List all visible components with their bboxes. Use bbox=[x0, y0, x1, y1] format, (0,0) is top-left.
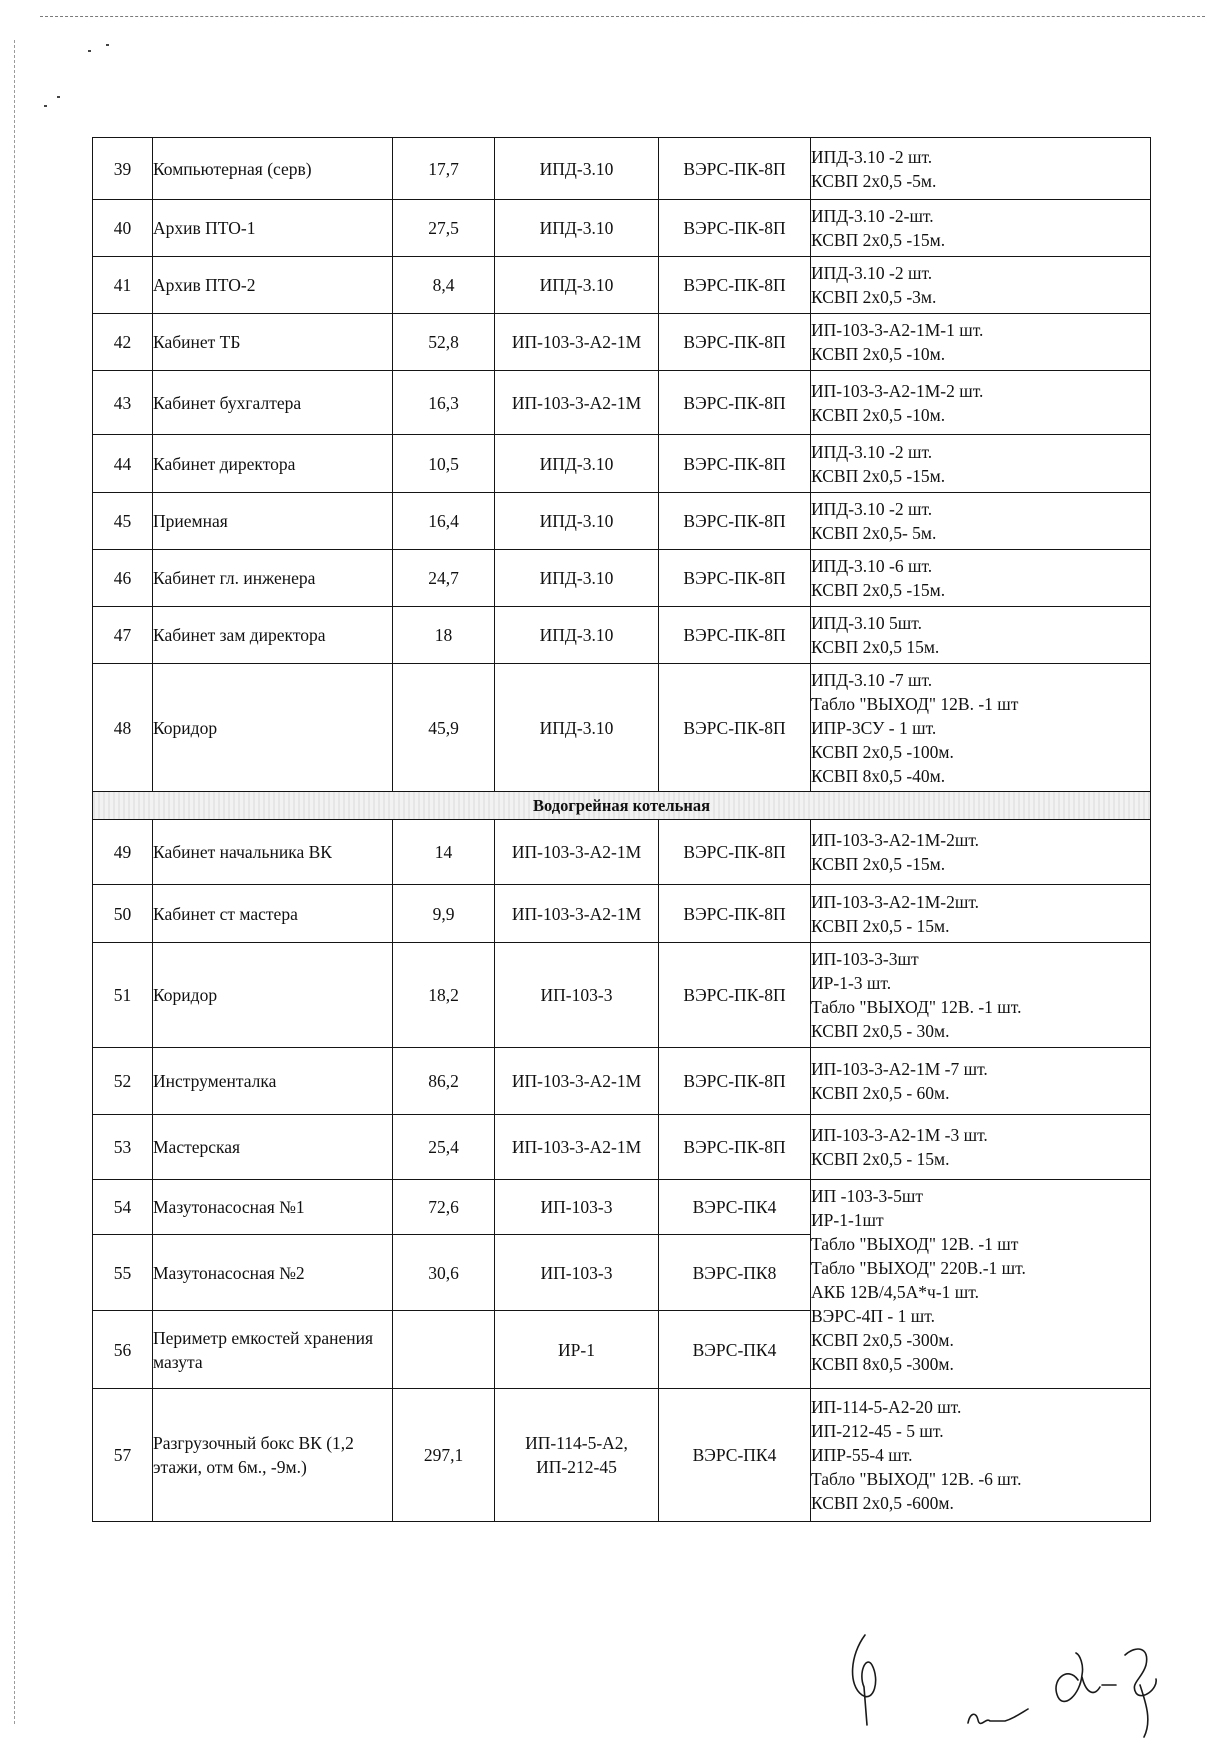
note-line: КСВП 2х0,5 -10м. bbox=[811, 344, 946, 364]
table-row bbox=[93, 943, 1151, 1048]
note-cell bbox=[811, 1048, 1151, 1115]
note-cell bbox=[811, 550, 1151, 607]
note-line: АКБ 12В/4,5А*ч-1 шт. bbox=[811, 1282, 979, 1302]
table-row bbox=[93, 1115, 1151, 1180]
table-row bbox=[93, 435, 1151, 493]
scan-speck bbox=[44, 105, 47, 107]
detector-type: ИП-103-3-А2-1М bbox=[495, 885, 659, 943]
note-line: КСВП 2х0,5 -15м. bbox=[811, 230, 946, 250]
note-line: ИП-212-45 - 5 шт. bbox=[811, 1421, 944, 1441]
control-device: ВЭРС-ПК-8П bbox=[659, 371, 811, 435]
scan-left-edge bbox=[14, 40, 15, 1724]
table-row bbox=[93, 371, 1151, 435]
room-area: 86,2 bbox=[393, 1048, 495, 1115]
note-line: КСВП 2х0,5- 5м. bbox=[811, 523, 937, 543]
room-area: 72,6 bbox=[393, 1180, 495, 1235]
note-line: ИП-103-3-3шт bbox=[811, 949, 919, 969]
room-area: 52,8 bbox=[393, 314, 495, 371]
note-line: ИПД-3.10 -7 шт. bbox=[811, 669, 933, 690]
note-line: ИП -103-3-5шт bbox=[811, 1186, 924, 1206]
note-cell bbox=[811, 138, 1151, 200]
room-name: Кабинет бухгалтера bbox=[153, 371, 393, 435]
detector-type: ИП-103-3-А2-1М bbox=[495, 1115, 659, 1180]
control-device: ВЭРС-ПК-8П bbox=[659, 885, 811, 943]
note-line: ИП-114-5-А2-20 шт. bbox=[811, 1397, 962, 1417]
detector-type: ИП-114-5-А2, ИП-212-45 bbox=[495, 1389, 659, 1522]
detector-type: ИП-103-3-А2-1М bbox=[495, 1048, 659, 1115]
note-line: КСВП 2х0,5 -100м. bbox=[811, 741, 954, 762]
room-name: Кабинет гл. инженера bbox=[153, 550, 393, 607]
note-cell bbox=[811, 1180, 1151, 1389]
note-line: КСВП 2х0,5 -15м. bbox=[811, 580, 946, 600]
note-cell bbox=[811, 820, 1151, 885]
control-device: ВЭРС-ПК-8П bbox=[659, 820, 811, 885]
signature-2 bbox=[968, 1709, 1028, 1723]
note-line: КСВП 2х0,5 -600м. bbox=[811, 1493, 954, 1513]
control-device: ВЭРС-ПК-8П bbox=[659, 607, 811, 664]
note-line: ИП-103-3-А2-1М-2шт. bbox=[811, 891, 980, 912]
note-cell bbox=[811, 943, 1151, 1048]
room-name: Инструменталка bbox=[153, 1048, 393, 1115]
detector-type: ИПД-3.10 bbox=[495, 200, 659, 257]
room-name: Разгрузочный бокс ВК (1,2 этажи, отм 6м., -9м.) bbox=[153, 1389, 393, 1522]
control-device: ВЭРС-ПК8 bbox=[659, 1235, 811, 1311]
control-device: ВЭРС-ПК-8П bbox=[659, 1115, 811, 1180]
room-name: Приемная bbox=[153, 493, 393, 550]
note-line: КСВП 2х0,5 - 15м. bbox=[811, 915, 950, 936]
table-row bbox=[93, 257, 1151, 314]
detector-type: ИПД-3.10 bbox=[495, 435, 659, 493]
room-area: 30,6 bbox=[393, 1235, 495, 1311]
scan-top-edge bbox=[40, 16, 1205, 17]
room-area: 16,3 bbox=[393, 371, 495, 435]
room-name: Архив ПТО-1 bbox=[153, 200, 393, 257]
control-device: ВЭРС-ПК-8П bbox=[659, 314, 811, 371]
section-title: Водогрейная котельная bbox=[93, 792, 1151, 820]
table-row bbox=[93, 885, 1151, 943]
table-row bbox=[93, 550, 1151, 607]
detector-type: ИПД-3.10 bbox=[495, 664, 659, 792]
row-number: 46 bbox=[93, 550, 153, 607]
room-area: 18 bbox=[393, 607, 495, 664]
detector-type: ИП-103-3 bbox=[495, 943, 659, 1048]
room-area: 18,2 bbox=[393, 943, 495, 1048]
room-name: Периметр емкостей хранения мазута bbox=[153, 1311, 393, 1389]
room-name: Коридор bbox=[153, 664, 393, 792]
room-name: Мазутонасосная №1 bbox=[153, 1180, 393, 1235]
row-number: 53 bbox=[93, 1115, 153, 1180]
row-number: 39 bbox=[93, 138, 153, 200]
note-line: КСВП 2х0,5 -15м. bbox=[811, 854, 946, 874]
note-cell bbox=[811, 664, 1151, 792]
note-cell bbox=[811, 1389, 1151, 1522]
note-cell bbox=[811, 493, 1151, 550]
note-line: КСВП 2х0,5 - 60м. bbox=[811, 1083, 950, 1103]
row-number: 42 bbox=[93, 314, 153, 371]
note-cell bbox=[811, 607, 1151, 664]
table-row bbox=[93, 138, 1151, 200]
detector-type: ИП-103-3 bbox=[495, 1235, 659, 1311]
detector-type: ИП-103-3-А2-1М bbox=[495, 371, 659, 435]
row-number: 45 bbox=[93, 493, 153, 550]
note-line: КСВП 2х0,5 -10м. bbox=[811, 404, 946, 425]
note-line: ИПР-3СУ - 1 шт. bbox=[811, 717, 937, 738]
note-line: ИР-1-1шт bbox=[811, 1210, 884, 1230]
row-number: 52 bbox=[93, 1048, 153, 1115]
table-row bbox=[93, 1048, 1151, 1115]
note-line: КСВП 2х0,5 - 30м. bbox=[811, 1021, 950, 1041]
row-number: 47 bbox=[93, 607, 153, 664]
table-row bbox=[93, 200, 1151, 257]
scan-speck bbox=[57, 96, 60, 98]
room-name: Кабинет начальника ВК bbox=[153, 820, 393, 885]
note-line: Табло "ВЫХОД" 12В. -6 шт. bbox=[811, 1469, 1022, 1489]
room-area: 297,1 bbox=[393, 1389, 495, 1522]
room-area: 17,7 bbox=[393, 138, 495, 200]
control-device: ВЭРС-ПК-8П bbox=[659, 664, 811, 792]
table-row bbox=[93, 607, 1151, 664]
section-row bbox=[93, 792, 1151, 820]
table-row bbox=[93, 1389, 1151, 1522]
handwritten-signatures bbox=[840, 1625, 1200, 1740]
control-device: ВЭРС-ПК-8П bbox=[659, 1048, 811, 1115]
note-line: Табло "ВЫХОД" 12В. -1 шт bbox=[811, 693, 1019, 714]
room-area: 27,5 bbox=[393, 200, 495, 257]
row-number: 56 bbox=[93, 1311, 153, 1389]
detector-type: ИП-103-3-А2-1М bbox=[495, 820, 659, 885]
room-area: 25,4 bbox=[393, 1115, 495, 1180]
room-name: Кабинет зам директора bbox=[153, 607, 393, 664]
note-line: КСВП 8х0,5 -300м. bbox=[811, 1354, 954, 1374]
room-name: Мастерская bbox=[153, 1115, 393, 1180]
control-device: ВЭРС-ПК-8П bbox=[659, 200, 811, 257]
row-number: 48 bbox=[93, 664, 153, 792]
note-line: КСВП 2х0,5 15м. bbox=[811, 637, 940, 657]
room-area: 9,9 bbox=[393, 885, 495, 943]
note-line: ИП-103-3-А2-1М-2шт. bbox=[811, 830, 980, 850]
room-area: 8,4 bbox=[393, 257, 495, 314]
note-line: ИП-103-3-А2-1М -7 шт. bbox=[811, 1059, 988, 1079]
table-row bbox=[93, 664, 1151, 792]
note-cell bbox=[811, 314, 1151, 371]
note-line: КСВП 2х0,5 -5м. bbox=[811, 170, 937, 191]
scan-speck bbox=[88, 50, 91, 52]
room-area: 14 bbox=[393, 820, 495, 885]
note-line: КСВП 2х0,5 - 15м. bbox=[811, 1149, 950, 1169]
note-line: ИПР-55-4 шт. bbox=[811, 1445, 913, 1465]
note-line: ИПД-3.10 -6 шт. bbox=[811, 556, 933, 576]
row-number: 44 bbox=[93, 435, 153, 493]
room-name: Кабинет ТБ bbox=[153, 314, 393, 371]
note-line: ИП-103-3-А2-1М -3 шт. bbox=[811, 1125, 988, 1145]
note-cell bbox=[811, 371, 1151, 435]
detector-type: ИП-103-3-А2-1М bbox=[495, 314, 659, 371]
note-line: ИП-103-3-А2-1М-2 шт. bbox=[811, 380, 984, 401]
row-number: 49 bbox=[93, 820, 153, 885]
room-name: Мазутонасосная №2 bbox=[153, 1235, 393, 1311]
note-cell bbox=[811, 885, 1151, 943]
note-line: КСВП 2х0,5 -300м. bbox=[811, 1330, 954, 1350]
row-number: 57 bbox=[93, 1389, 153, 1522]
row-number: 41 bbox=[93, 257, 153, 314]
detector-type: ИПД-3.10 bbox=[495, 257, 659, 314]
detector-type: ИПД-3.10 bbox=[495, 493, 659, 550]
control-device: ВЭРС-ПК-8П bbox=[659, 257, 811, 314]
note-line: ИПД-3.10 -2-шт. bbox=[811, 206, 934, 226]
note-line: ИПД-3.10 5шт. bbox=[811, 613, 922, 633]
control-device: ВЭРС-ПК-8П bbox=[659, 943, 811, 1048]
note-line: ИПД-3.10 -2 шт. bbox=[811, 499, 933, 519]
note-line: Табло "ВЫХОД" 220В.-1 шт. bbox=[811, 1258, 1026, 1278]
control-device: ВЭРС-ПК-8П bbox=[659, 550, 811, 607]
note-line: Табло "ВЫХОД" 12В. -1 шт bbox=[811, 1234, 1019, 1254]
signature-1 bbox=[853, 1635, 876, 1725]
note-line: ИПД-3.10 -2 шт. bbox=[811, 146, 933, 167]
note-cell bbox=[811, 200, 1151, 257]
note-cell bbox=[811, 435, 1151, 493]
scan-speck bbox=[106, 44, 109, 46]
row-number: 50 bbox=[93, 885, 153, 943]
room-name: Коридор bbox=[153, 943, 393, 1048]
detector-type: ИП-103-3 bbox=[495, 1180, 659, 1235]
note-line: КСВП 2х0,5 -3м. bbox=[811, 287, 937, 307]
note-line: Табло "ВЫХОД" 12В. -1 шт. bbox=[811, 997, 1022, 1017]
note-line: ИПД-3.10 -2 шт. bbox=[811, 263, 933, 283]
detector-type: ИПД-3.10 bbox=[495, 138, 659, 200]
table-row bbox=[93, 1180, 1151, 1235]
row-number: 55 bbox=[93, 1235, 153, 1311]
room-area: 10,5 bbox=[393, 435, 495, 493]
note-line: КСВП 8х0,5 -40м. bbox=[811, 765, 946, 786]
note-line: ИР-1-3 шт. bbox=[811, 973, 892, 993]
row-number: 54 bbox=[93, 1180, 153, 1235]
table-row bbox=[93, 314, 1151, 371]
control-device: ВЭРС-ПК4 bbox=[659, 1389, 811, 1522]
detector-type: ИР-1 bbox=[495, 1311, 659, 1389]
control-device: ВЭРС-ПК-8П bbox=[659, 493, 811, 550]
detector-type: ИПД-3.10 bbox=[495, 607, 659, 664]
note-line: ВЭРС-4П - 1 шт. bbox=[811, 1306, 935, 1326]
control-device: ВЭРС-ПК4 bbox=[659, 1311, 811, 1389]
room-name: Архив ПТО-2 bbox=[153, 257, 393, 314]
room-area: 24,7 bbox=[393, 550, 495, 607]
row-number: 51 bbox=[93, 943, 153, 1048]
note-line: КСВП 2х0,5 -15м. bbox=[811, 465, 946, 486]
note-line: ИП-103-3-А2-1М-1 шт. bbox=[811, 320, 984, 340]
control-device: ВЭРС-ПК4 bbox=[659, 1180, 811, 1235]
equipment-table bbox=[92, 137, 1151, 1522]
room-name: Кабинет ст мастера bbox=[153, 885, 393, 943]
row-number: 40 bbox=[93, 200, 153, 257]
note-line: ИПД-3.10 -2 шт. bbox=[811, 441, 933, 462]
note-cell bbox=[811, 257, 1151, 314]
table-row bbox=[93, 493, 1151, 550]
control-device: ВЭРС-ПК-8П bbox=[659, 138, 811, 200]
table-row bbox=[93, 820, 1151, 885]
note-cell bbox=[811, 1115, 1151, 1180]
control-device: ВЭРС-ПК-8П bbox=[659, 435, 811, 493]
room-area bbox=[393, 1311, 495, 1389]
room-name: Кабинет директора bbox=[153, 435, 393, 493]
signature-3 bbox=[1056, 1649, 1156, 1737]
room-area: 45,9 bbox=[393, 664, 495, 792]
row-number: 43 bbox=[93, 371, 153, 435]
room-area: 16,4 bbox=[393, 493, 495, 550]
room-name: Компьютерная (серв) bbox=[153, 138, 393, 200]
detector-type: ИПД-3.10 bbox=[495, 550, 659, 607]
